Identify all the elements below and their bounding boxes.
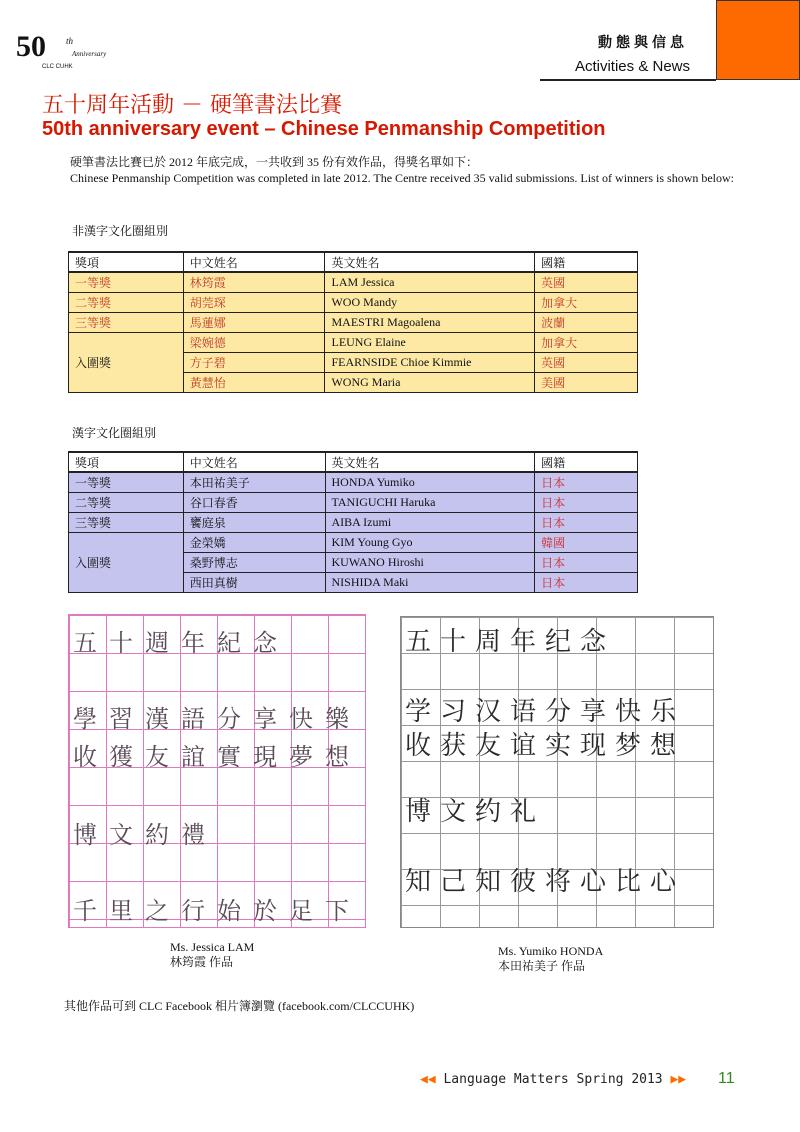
clc-50th-logo [16,30,126,75]
caption-name-en: Ms. Yumiko HONDA [498,944,604,958]
col-english-name: 英文姓名 [325,252,535,272]
table-row [69,272,638,292]
calligraphy-line: 五十周年纪念 [405,627,616,657]
col-chinese-name: 中文姓名 [183,452,325,472]
award-cell: 三等獎 [69,312,184,332]
col-nationality: 國籍 [535,252,638,272]
nationality-cell: 英國 [535,352,638,372]
nationality-cell: 日本 [535,472,638,492]
facebook-note: 其他作品可到 CLC Facebook 相片簿瀏覽 (facebook.com/CLCCUHK) [64,999,415,1013]
english-name-cell: MAESTRI Magoalena [325,312,535,332]
section-title-en: Activities & News [574,58,690,75]
footer-publication [420,1072,686,1087]
nationality-cell: 加拿大 [535,332,638,352]
calligraphy-line: 博文约礼 [405,797,546,827]
table-header-row [69,252,638,272]
logo-org: CLC CUHK [42,64,73,70]
table-header-row [69,452,638,472]
caption-name-zh: 本田祐美子 作品 [498,959,586,973]
calligraphy-line: 收獲友誼實現夢想 [73,743,361,771]
award-cell: 二等獎 [69,492,184,512]
calligraphy-line: 五十週年紀念 [73,629,289,657]
english-name-cell: KUWANO Hiroshi [325,552,535,572]
table-row [69,512,638,532]
english-name-cell: WONG Maria [325,372,535,392]
calligraphy-line: 博文約禮 [73,821,217,849]
english-name-cell: LEUNG Elaine [325,332,535,352]
logo-th: th [66,36,74,46]
winners-table-kanji [68,451,638,593]
calligraphy-line: 千里之行始於足下 [73,897,361,925]
english-name-cell: LAM Jessica [325,272,535,292]
caption-honda [498,944,603,974]
nationality-cell: 韓國 [535,532,638,552]
col-award: 獎項 [69,452,184,472]
double-left-arrow-icon: ◀◀ [420,1072,436,1087]
page-title-en: 50th anniversary event – Chinese Penmanship Competition [42,118,606,140]
table-row [69,332,638,352]
table-row [69,292,638,312]
nationality-cell: 美國 [535,372,638,392]
col-english-name: 英文姓名 [325,452,535,472]
nationality-cell: 英國 [535,272,638,292]
english-name-cell: HONDA Yumiko [325,472,535,492]
caption-lam [170,940,254,970]
chinese-name-cell: 饔庭泉 [183,512,325,532]
group2-label: 漢字文化圈組別 [72,426,157,440]
chinese-name-cell: 黃慧怡 [183,372,325,392]
award-cell: 入圍獎 [69,532,184,592]
page-number: 11 [718,1070,735,1087]
chinese-name-cell: 金榮嬌 [183,532,325,552]
award-cell: 一等獎 [69,472,184,492]
col-nationality: 國籍 [535,452,638,472]
chinese-name-cell: 谷口春香 [183,492,325,512]
intro-paragraph [42,154,742,186]
calligraphy-sheet-lam [68,614,366,928]
logo-anniversary: Anniversary [72,50,107,58]
award-cell: 三等獎 [69,512,184,532]
caption-name-en: Ms. Jessica LAM [170,940,255,954]
nationality-cell: 日本 [535,512,638,532]
award-cell: 一等獎 [69,272,184,292]
award-cell: 入圍獎 [69,332,184,392]
chinese-name-cell: 桑野博志 [183,552,325,572]
corner-accent-block [716,0,800,80]
table-row [69,472,638,492]
chinese-name-cell: 西田真樹 [183,572,325,592]
chinese-name-cell: 胡莞琛 [183,292,325,312]
calligraphy-sheet-honda [400,616,714,928]
winners-table-non-kanji [68,251,638,393]
chinese-name-cell: 方子碧 [183,352,325,372]
calligraphy-line: 學習漢語分享快樂 [73,705,361,733]
group1-label: 非漢字文化圈組別 [72,224,169,238]
calligraphy-line: 知己知彼将心比心 [405,867,686,897]
intro-en: Chinese Penmanship Competition was completed in late 2012. The Centre received 35 valid submissions. List of winners is shown below: [70,171,735,185]
publication-name: Language Matters Spring 2013 [443,1072,663,1087]
caption-name-zh: 林筠霞 作品 [170,955,234,969]
nationality-cell: 加拿大 [535,292,638,312]
logo-number: 50 [16,30,46,63]
table-row [69,492,638,512]
chinese-name-cell: 林筠霞 [183,272,325,292]
intro-zh: 硬筆書法比賽已於 2012 年底完成，一共收到 35 份有效作品，得獎名單如下： [70,155,479,169]
nationality-cell: 日本 [535,552,638,572]
section-title-zh: 動態與信息 [598,35,688,51]
nationality-cell: 日本 [535,492,638,512]
header-divider [540,79,716,81]
nationality-cell: 日本 [535,572,638,592]
table-row [69,312,638,332]
col-award: 獎項 [69,252,184,272]
english-name-cell: NISHIDA Maki [325,572,535,592]
english-name-cell: FEARNSIDE Chioe Kimmie [325,352,535,372]
col-chinese-name: 中文姓名 [183,252,325,272]
double-right-arrow-icon: ▶▶ [670,1072,687,1087]
chinese-name-cell: 馬蓮娜 [183,312,325,332]
english-name-cell: WOO Mandy [325,292,535,312]
chinese-name-cell: 本田祐美子 [183,472,325,492]
calligraphy-line: 学习汉语分享快乐 [405,697,686,727]
english-name-cell: TANIGUCHI Haruka [325,492,535,512]
award-cell: 二等獎 [69,292,184,312]
english-name-cell: KIM Young Gyo [325,532,535,552]
page-title-zh: 五十周年活動 － 硬筆書法比賽 [42,93,342,118]
english-name-cell: AIBA Izumi [325,512,535,532]
table-row [69,532,638,552]
chinese-name-cell: 梁婉德 [183,332,325,352]
nationality-cell: 波蘭 [535,312,638,332]
calligraphy-line: 收获友谊实现梦想 [405,731,686,761]
